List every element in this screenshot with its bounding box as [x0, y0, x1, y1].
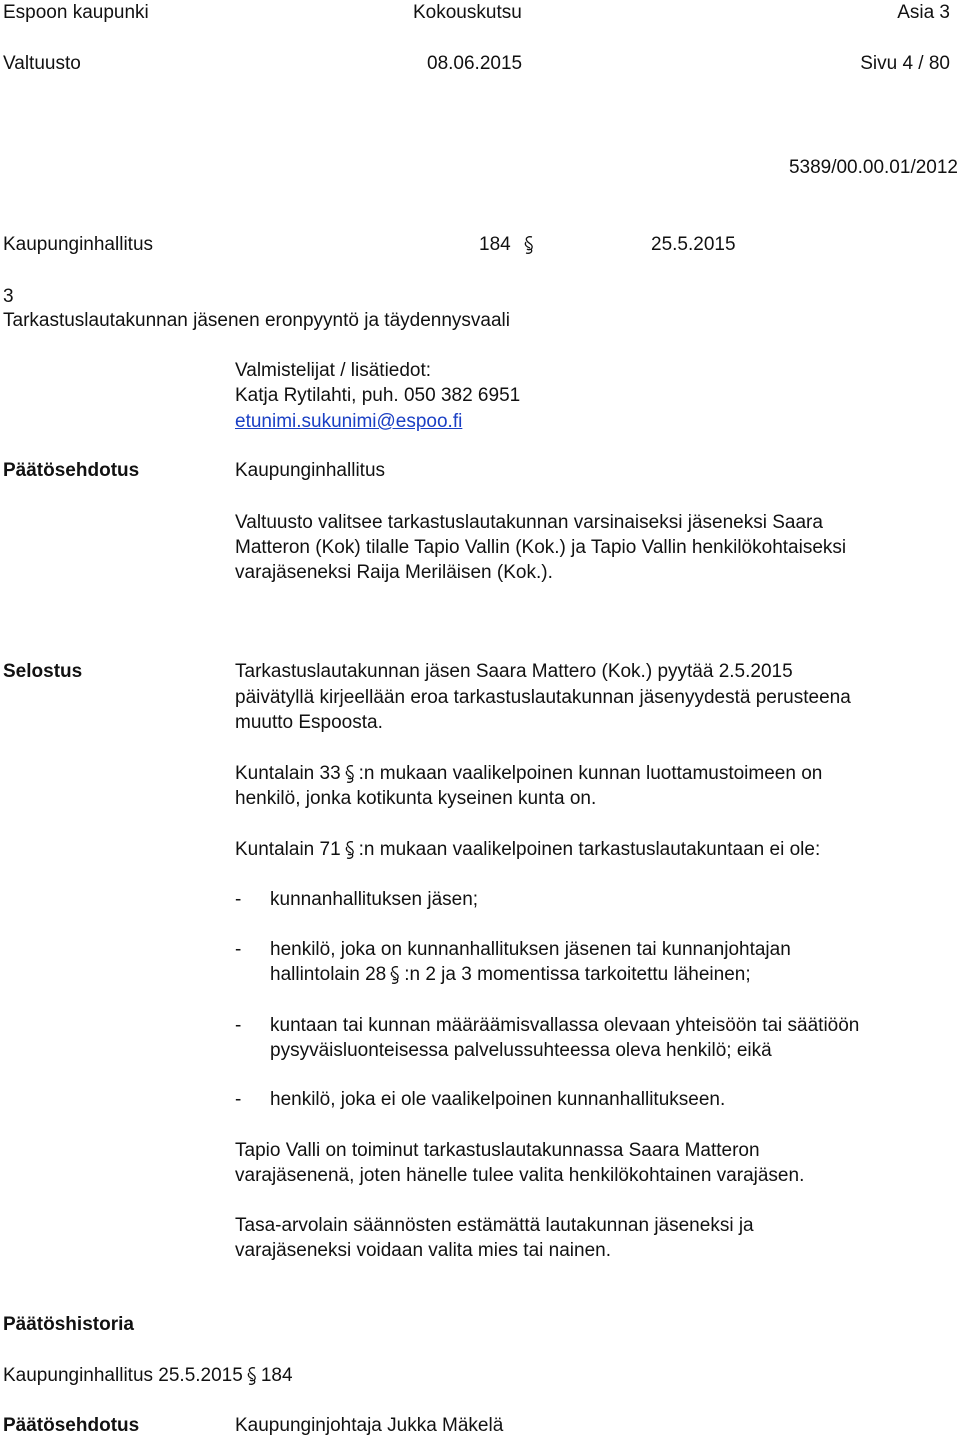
proposal-line: Valtuusto valitsee tarkastuslautakunnan varsinaiseksi jäseneksi Saara — [235, 512, 823, 533]
page-number: Sivu 4 / 80 — [860, 53, 950, 74]
law-reference: Kuntalain 71 — [235, 839, 341, 860]
bullet-dash: - — [235, 889, 242, 910]
ref-date: 25.5.2015 — [651, 234, 736, 255]
proposal-line: varajäseneksi Raija Meriläisen (Kok.). — [235, 562, 553, 583]
explanation-line: Tasa-arvolain säännösten estämättä lautakunnan jäseneksi ja — [235, 1215, 754, 1236]
section-sign-icon — [522, 235, 536, 255]
preparers-label: Valmistelijat / lisätiedot: — [235, 360, 432, 381]
law-reference: hallintolain 28 — [270, 964, 387, 985]
item-number: 3 — [3, 286, 14, 307]
preparer-email-link[interactable]: etunimi.sukunimi@espoo.fi — [235, 411, 463, 432]
explanation-line: Tarkastuslautakunnan jäsen Saara Mattero (Kok.) pyytää 2.5.2015 — [235, 661, 793, 682]
list-item: kuntaan tai kunnan määräämisvallassa olevaan yhteisöön tai säätiöön — [270, 1015, 860, 1036]
explanation-line: päivätyllä kirjeellään eroa tarkastuslautakunnan jäsenyydestä perusteena — [235, 687, 851, 708]
document-type: Kokouskutsu — [413, 2, 522, 23]
explanation-label: Selostus — [3, 661, 83, 682]
history-proposal-label: Päätösehdotus — [3, 1415, 140, 1436]
list-item: henkilö, joka ei ole vaalikelpoinen kunnanhallitukseen. — [270, 1089, 726, 1110]
history-entry — [3, 1363, 293, 1388]
law-text: :n mukaan vaalikelpoinen kunnan luottamustoimeen on — [358, 763, 823, 784]
meeting-body: Valtuusto — [3, 53, 81, 74]
preparer-contact: Katja Rytilahti, puh. 050 382 6951 — [235, 385, 521, 406]
proposal-line: Matteron (Kok) tilalle Tapio Vallin (Kok.) ja Tapio Vallin henkilökohtaiseksi — [235, 537, 847, 558]
section-sign-icon — [343, 764, 357, 784]
law-text: :n mukaan vaalikelpoinen tarkastuslautakuntaan ei ole: — [358, 839, 821, 860]
history-entry-body-date: Kaupunginhallitus 25.5.2015 — [3, 1365, 243, 1386]
agenda-item: Asia 3 — [897, 2, 950, 23]
law-reference-line — [235, 761, 822, 786]
explanation-line: varajäseneksi voidaan valita mies tai nainen. — [235, 1240, 611, 1261]
explanation-line: muutto Espoosta. — [235, 712, 383, 733]
proposer: Kaupunginhallitus — [235, 460, 386, 481]
bullet-dash: - — [235, 1089, 242, 1110]
meeting-date: 08.06.2015 — [427, 53, 523, 74]
section-sign-icon — [388, 965, 402, 985]
section-sign-icon — [343, 840, 357, 860]
bullet-dash: - — [235, 939, 242, 960]
proposal-label: Päätösehdotus — [3, 460, 140, 481]
org-name: Espoon kaupunki — [3, 2, 149, 23]
explanation-line: varajäsenenä, joten hänelle tulee valita henkilökohtainen varajäsen. — [235, 1165, 805, 1186]
case-number: 5389/00.00.01/2012 — [788, 157, 958, 178]
law-reference: Kuntalain 33 — [235, 763, 341, 784]
ref-number: 184 — [479, 234, 511, 255]
history-proposer: Kaupunginjohtaja Jukka Mäkelä — [235, 1415, 504, 1436]
history-label: Päätöshistoria — [3, 1314, 134, 1335]
bullet-dash: - — [235, 1015, 242, 1036]
explanation-line: henkilö, jonka kotikunta kyseinen kunta on. — [235, 788, 597, 809]
ref-body: Kaupunginhallitus — [3, 234, 154, 255]
list-item: kunnanhallituksen jäsen; — [270, 889, 479, 910]
list-item-continued: pysyväisluonteisessa palvelussuhteessa oleva henkilö; eikä — [270, 1040, 772, 1061]
list-item: henkilö, joka on kunnanhallituksen jäsenen tai kunnanjohtajan — [270, 939, 791, 960]
explanation-line: Tapio Valli on toiminut tarkastuslautakunnassa Saara Matteron — [235, 1140, 760, 1161]
law-reference-line — [235, 837, 820, 862]
section-sign-icon — [245, 1366, 259, 1386]
law-text: :n 2 ja 3 momentissa tarkoitettu läheinen; — [404, 964, 751, 985]
list-item-continued — [270, 962, 751, 987]
page-title: Tarkastuslautakunnan jäsenen eronpyyntö ja täydennysvaali — [3, 310, 510, 331]
history-entry-number: 184 — [260, 1365, 293, 1386]
